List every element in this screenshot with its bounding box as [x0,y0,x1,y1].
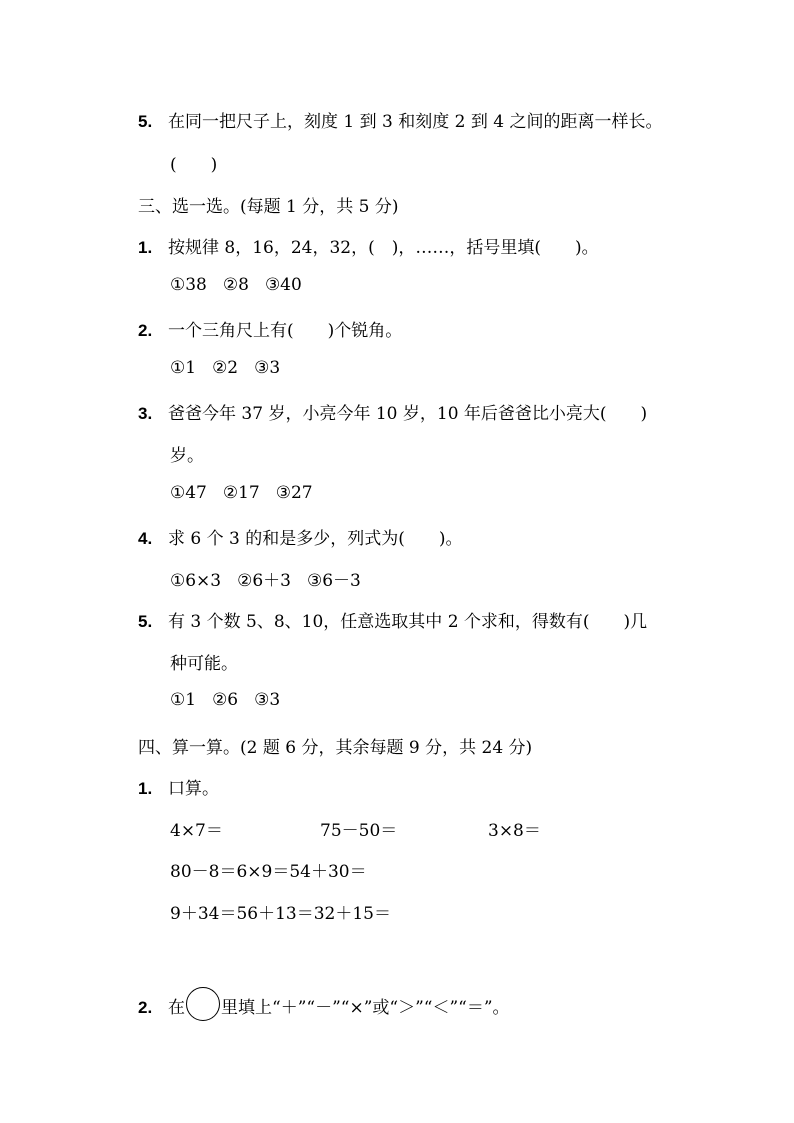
section-heading-4: 四、算一算。(2 题 6 分，其余每题 9 分，共 24 分) [138,738,533,758]
calc-question-1 [138,774,219,799]
question-number: 1. [138,779,153,798]
choice-question-5 [138,607,647,632]
choice-question-4 [138,524,463,549]
oral-calc-item: 4×7＝ [170,821,223,841]
option[interactable]: ②6＋3 [237,571,291,591]
circle-blank-icon [186,987,220,1021]
options-2 [170,358,296,378]
oral-calc-item: 75－50＝ [320,821,398,841]
question-number: 2. [138,998,153,1017]
options-3 [170,483,329,503]
question-number: 5. [138,112,153,131]
option[interactable]: ①6×3 [170,571,222,591]
calc-question-2 [138,987,510,1021]
question-number: 4. [138,529,153,548]
option[interactable]: ③40 [264,275,302,295]
oral-calc-row-2: 80－8＝6×9＝54＋30＝ [170,862,367,882]
question-text-continued: 种可能。 [170,654,238,674]
option[interactable]: ③27 [275,483,313,503]
options-1 [170,275,318,295]
option[interactable]: ①47 [170,483,207,503]
oral-calc-row-3: 9＋34＝56＋13＝32＋15＝ [170,904,391,924]
options-5 [170,690,296,710]
question-number: 2. [138,321,153,340]
question-text: 爸爸今年 37 岁，小亮今年 10 岁，10 年后爸爸比小亮大( ) [168,404,648,424]
option[interactable]: ②6 [212,690,239,710]
question-text: 求 6 个 3 的和是多少，列式为( )。 [168,529,463,549]
question-text: 有 3 个数 5、8、10，任意选取其中 2 个求和，得数有( )几 [168,612,648,632]
option[interactable]: ①1 [170,690,197,710]
choice-question-1 [138,233,599,258]
question-true-false-5 [138,107,663,132]
question-text: 一个三角尺上有( )个锐角。 [168,321,403,341]
question-number: 3. [138,404,153,423]
oral-calc-item: 3×8＝ [488,821,541,841]
question-number: 5. [138,612,153,631]
question-text: 口算。 [168,779,219,799]
section-heading-3: 三、选一选。(每题 1 分，共 5 分) [138,197,399,217]
choice-question-2 [138,316,402,341]
option[interactable]: ①38 [170,275,207,295]
question-text: 按规律 8，16，24，32，( )，……，括号里填( )。 [168,238,599,258]
question-number: 1. [138,238,153,257]
option[interactable]: ③3 [254,358,281,378]
question-text-post: 里填上“＋”“－”“×”或“＞”“＜”“＝”。 [221,998,510,1018]
option[interactable]: ③3 [254,690,281,710]
option[interactable]: ②8 [222,275,249,295]
option[interactable]: ②17 [222,483,260,503]
option[interactable]: ①1 [170,358,197,378]
question-text-continued: 岁。 [170,446,204,466]
choice-question-3 [138,399,647,424]
question-text-pre: 在 [168,998,185,1018]
option[interactable]: ②2 [212,358,239,378]
option[interactable]: ③6－3 [307,571,361,591]
options-4 [170,566,377,591]
question-text: 在同一把尺子上，刻度 1 到 3 和刻度 2 到 4 之间的距离一样长。 [168,112,663,132]
answer-blank[interactable]: ( ) [170,155,218,175]
